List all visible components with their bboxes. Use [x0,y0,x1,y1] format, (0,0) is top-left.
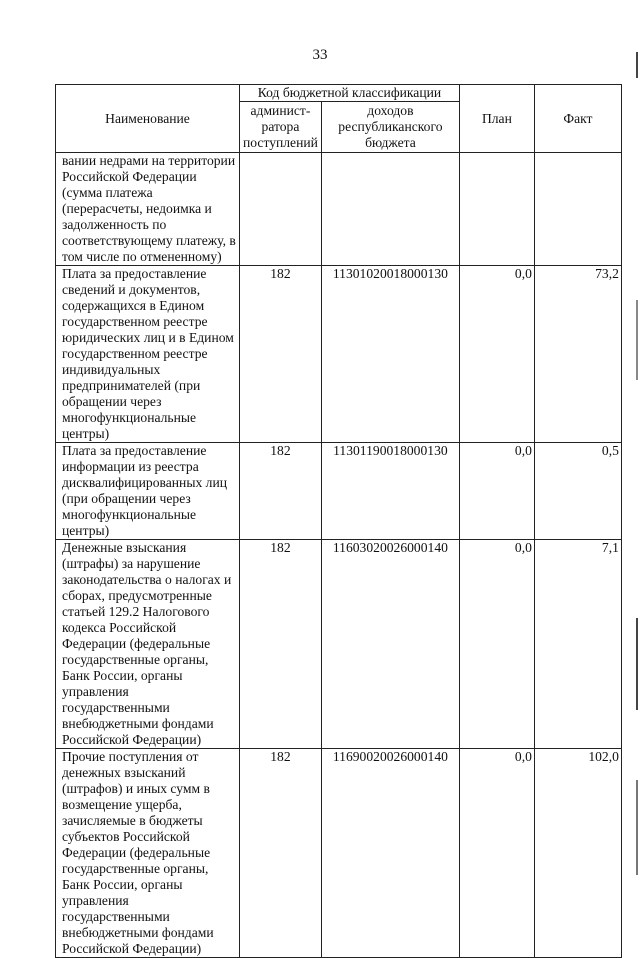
scan-edge-mark [636,52,638,78]
row-code: 11301190018000130 [321,443,459,540]
scan-edge-mark [636,300,638,380]
row-fact: 7,1 [534,540,621,749]
row-admin [240,153,322,266]
row-code: 11690020026000140 [321,749,459,958]
row-plan: 0,0 [459,266,534,443]
row-name: Прочие поступления от денежных взысканий (штрафов) и иных сумм в возмещение ущерба, зачисляемые в бюджеты субъектов Российской Федерации (федеральные государственные органы, Банк России, органы управления государственными внебюджетными фондами Российской Федерации) [56,749,240,958]
page-number: 33 [312,47,328,63]
row-name: Плата за предоставление сведений и документов, содержащихся в Едином государственном реестре юридических лиц и в Едином государственном реестре индивидуальных предпринимателей (при обращении через многофункциональные центры) [56,266,240,443]
header-revenue: доходов республиканского бюджета [321,102,459,153]
row-fact: 0,5 [534,443,621,540]
table-row [56,749,622,958]
table-row [56,443,622,540]
table-row [56,153,622,266]
row-admin: 182 [240,749,322,958]
row-code: 11603020026000140 [321,540,459,749]
row-plan: 0,0 [459,540,534,749]
row-plan: 0,0 [459,443,534,540]
row-plan: 0,0 [459,749,534,958]
row-name: Плата за предоставление информации из реестра дисквалифицированных лиц (при обращении через многофункциональные центры) [56,443,240,540]
row-admin: 182 [240,443,322,540]
row-fact: 102,0 [534,749,621,958]
scan-edge-mark [636,780,638,875]
table-row [56,540,622,749]
row-name: Денежные взыскания (штрафы) за нарушение законодательства о налогах и сборах, предусмотренные статьей 129.2 Налогового кодекса Российской Федерации (федеральные государственные органы, Банк России, органы управления государственными внебюджетными фондами Российской Федерации) [56,540,240,749]
table-row [56,266,622,443]
row-admin: 182 [240,266,322,443]
row-name: вании недрами на территории Российской Федерации (сумма платежа (перерасчеты, недоимка и задолженность по соответствующему платежу, в том числе по отмененному) [56,153,240,266]
row-plan [459,153,534,266]
row-code [321,153,459,266]
header-administrator: админист-ратора поступлений [240,102,322,153]
header-code-group: Код бюджетной классификации [240,85,460,102]
row-code: 11301020018000130 [321,266,459,443]
header-plan: План [459,85,534,153]
header-name: Наименование [56,85,240,153]
budget-table [55,84,622,958]
row-fact [534,153,621,266]
scan-edge-mark [636,618,638,710]
header-fact: Факт [534,85,621,153]
row-admin: 182 [240,540,322,749]
row-fact: 73,2 [534,266,621,443]
